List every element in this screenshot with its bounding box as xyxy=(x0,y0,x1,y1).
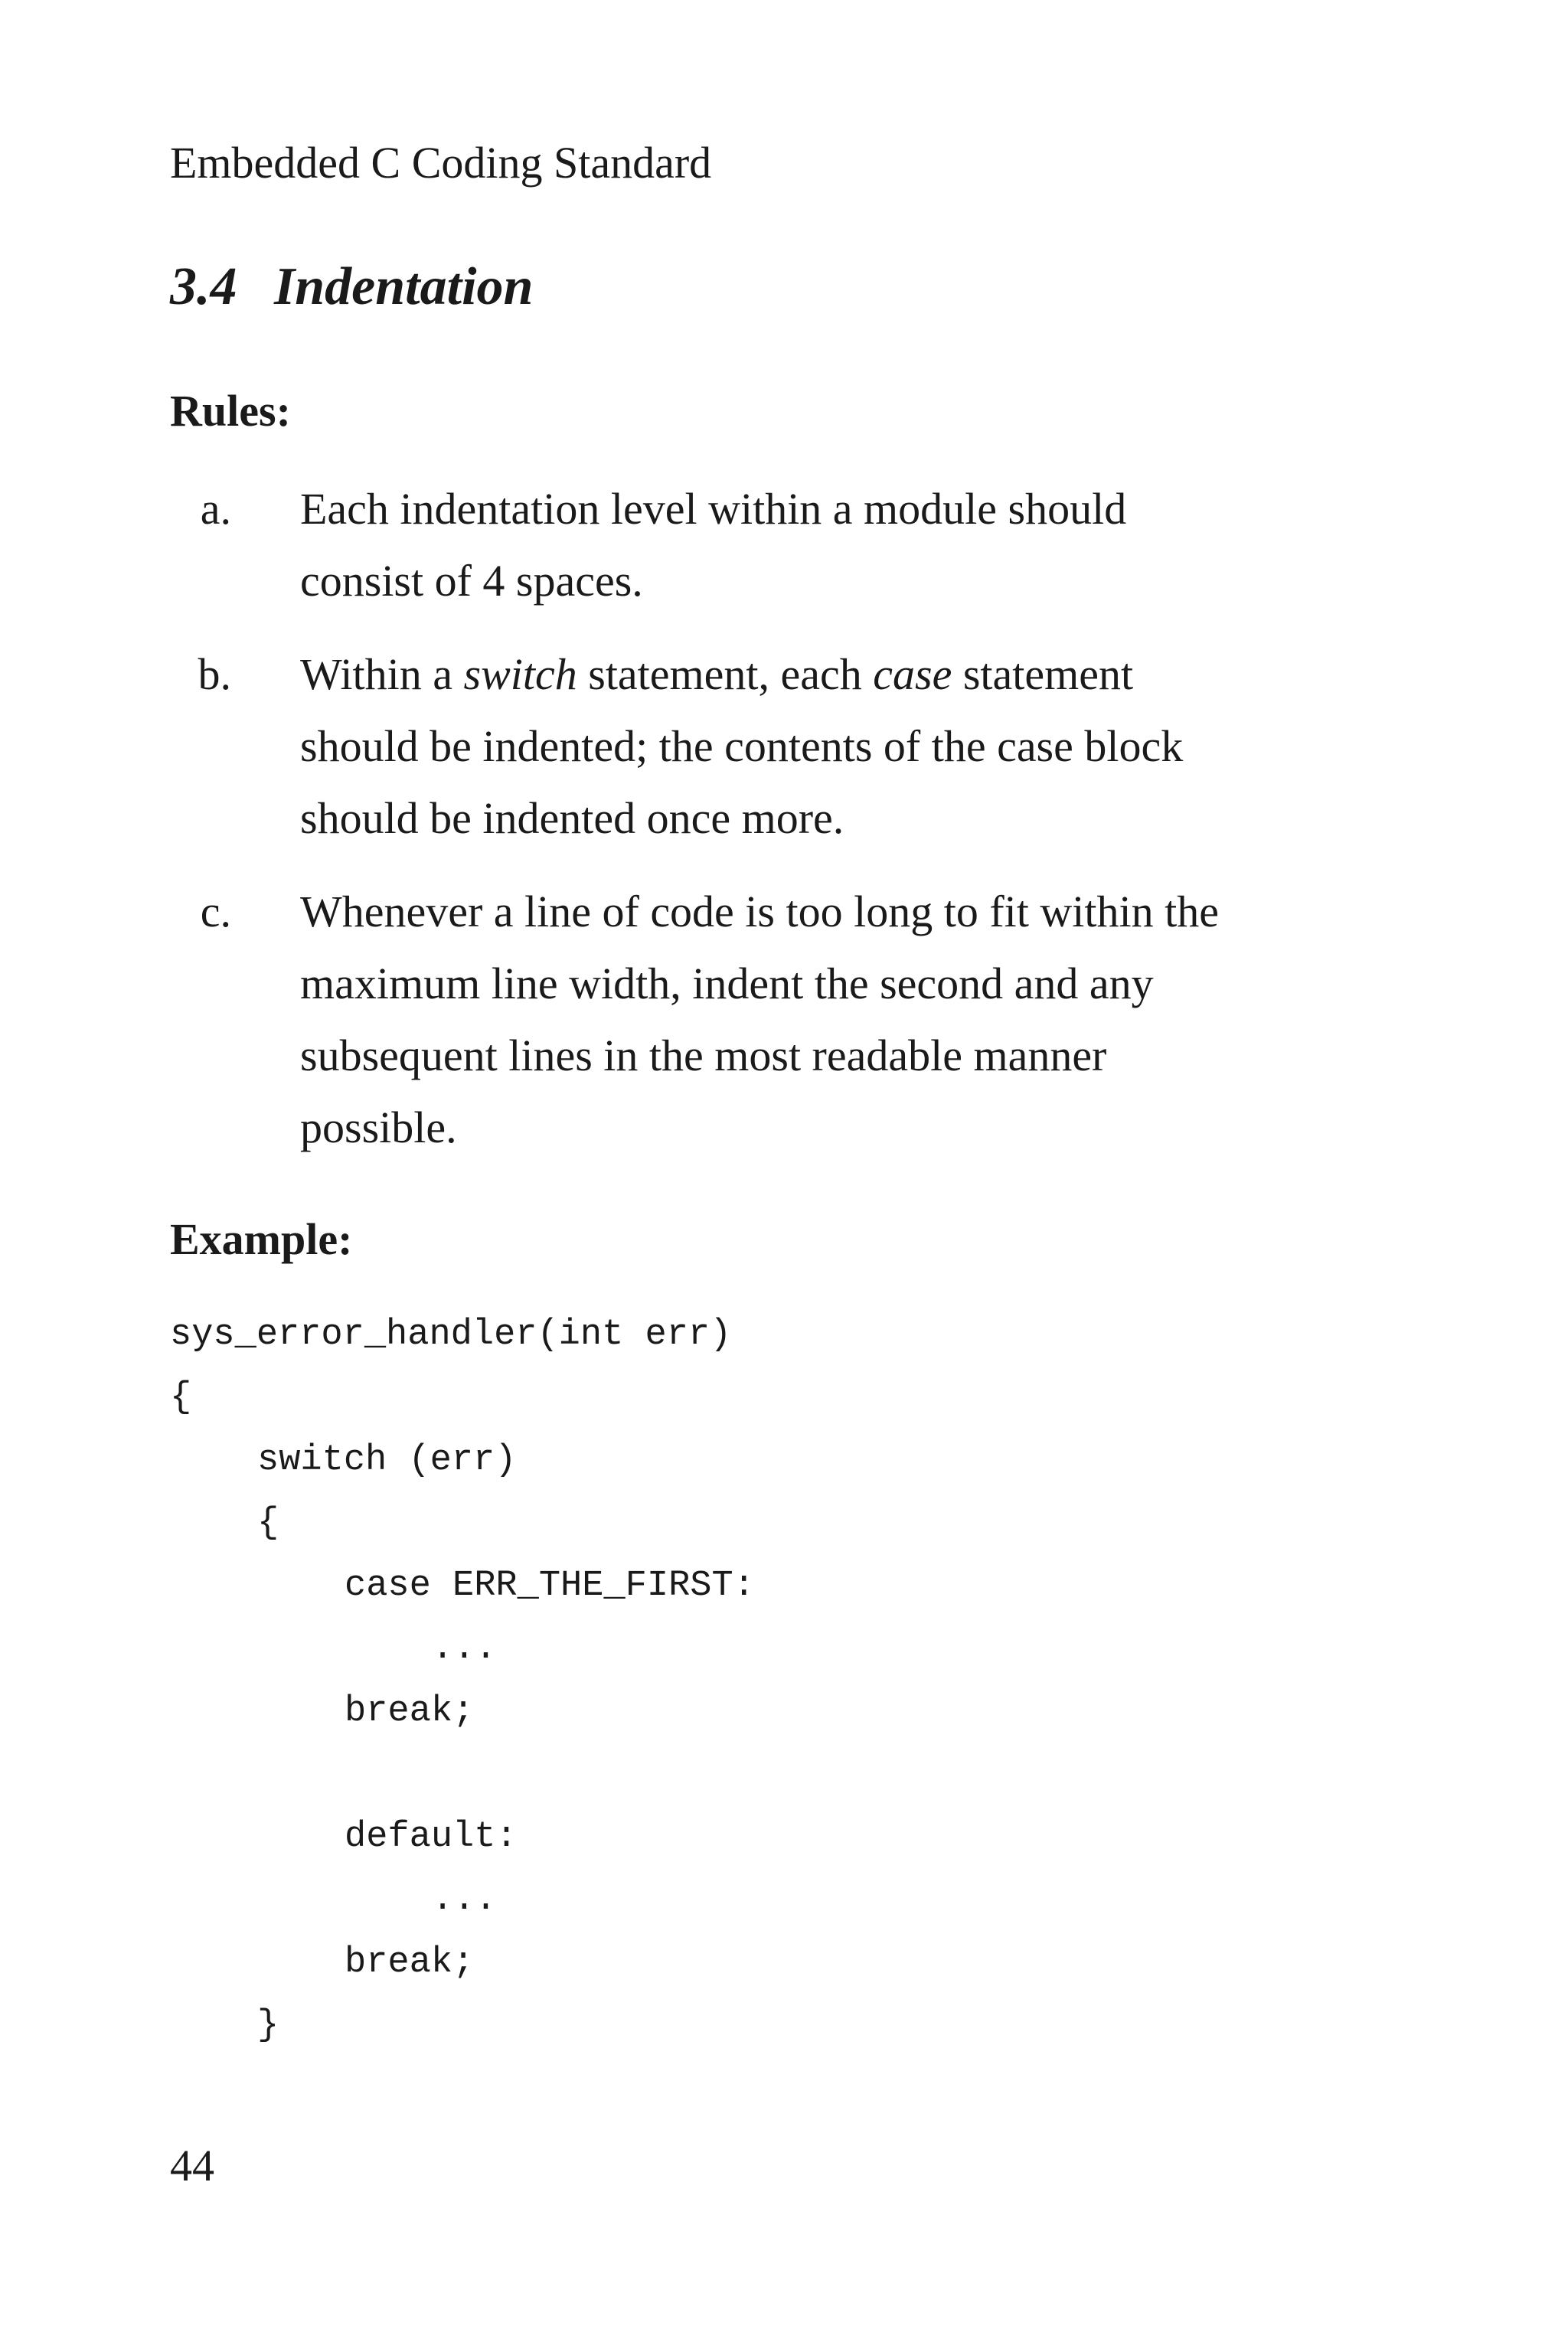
rule-c-line-4: possible. xyxy=(300,1102,457,1152)
code-line: { xyxy=(170,1377,192,1418)
switch-keyword: switch xyxy=(463,649,577,699)
code-line: case ERR_THE_FIRST: xyxy=(345,1566,755,1606)
code-line: break; xyxy=(345,1691,475,1732)
code-line: sys_error_handler(int err) xyxy=(170,1315,732,1355)
page-number: 44 xyxy=(170,2141,214,2190)
case-keyword: case xyxy=(873,649,952,699)
rule-c-line-1: Whenever a line of code is too long to fit within the xyxy=(300,887,1219,936)
rule-c-marker: c. xyxy=(200,887,231,936)
code-line: ... xyxy=(432,1628,497,1669)
code-line: { xyxy=(257,1503,279,1544)
rule-c-line-2: maximum line width, indent the second and any xyxy=(300,959,1154,1008)
rule-b-line-3: should be indented once more. xyxy=(300,793,844,843)
running-header: Embedded C Coding Standard xyxy=(170,138,712,188)
rule-a-line-1: Each indentation level within a module should xyxy=(300,484,1127,534)
rule-b-text-pre: Within a xyxy=(300,649,464,699)
rule-b-text-post: statement xyxy=(952,649,1134,699)
rule-b-marker: b. xyxy=(198,649,231,699)
rule-a-line-2: consist of 4 spaces. xyxy=(300,556,643,606)
code-line: switch (err) xyxy=(257,1440,517,1481)
section-title xyxy=(170,257,534,316)
section-number: 3.4 xyxy=(170,257,237,316)
code-line: } xyxy=(257,2005,279,2046)
code-line: default: xyxy=(345,1817,518,1857)
code-line: break; xyxy=(345,1942,475,1983)
rule-b-line-1 xyxy=(300,649,1134,699)
rule-a-marker: a. xyxy=(200,484,231,534)
example-heading: Example: xyxy=(170,1214,353,1264)
rule-b-text-mid: statement, each xyxy=(577,649,874,699)
rules-heading: Rules: xyxy=(170,386,291,436)
rule-c-line-3: subsequent lines in the most readable manner xyxy=(300,1031,1107,1080)
section-title-text: Indentation xyxy=(274,257,534,316)
rule-b-line-2: should be indented; the contents of the case block xyxy=(300,721,1184,771)
code-line: ... xyxy=(432,1880,497,1920)
